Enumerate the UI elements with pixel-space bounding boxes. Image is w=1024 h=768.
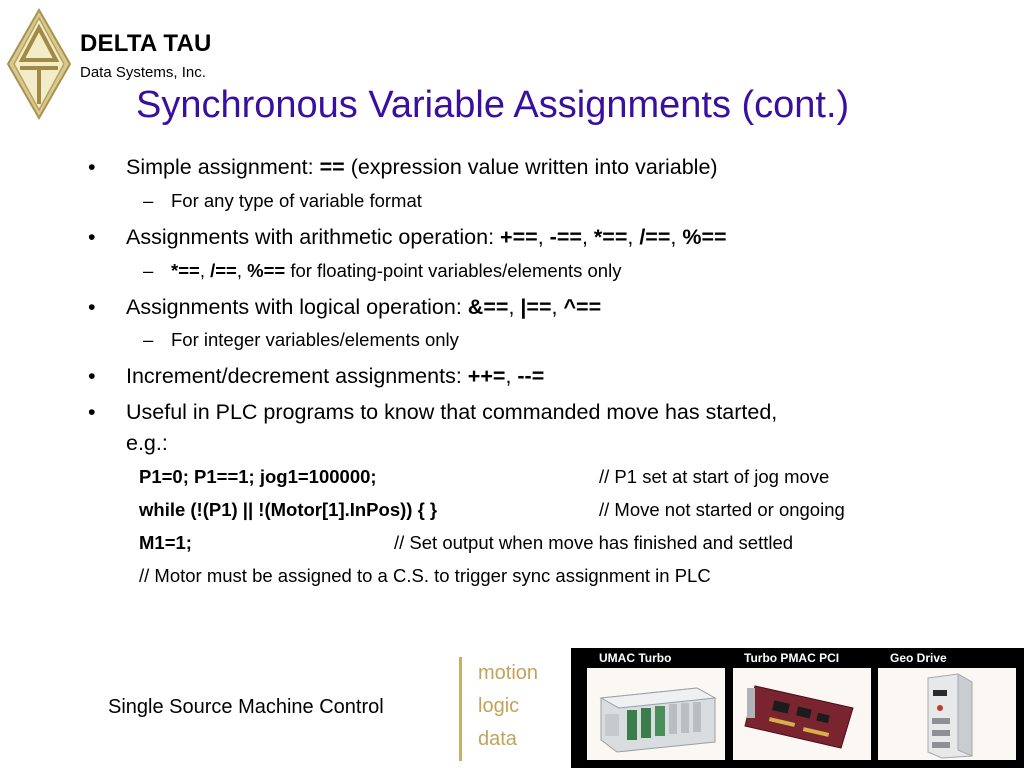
code-statement: P1=0; P1==1; jog1=100000; bbox=[139, 466, 377, 487]
bullet-marker: • bbox=[88, 155, 96, 179]
bullet-simple-assignment: Simple assignment: == (expression value written into variable) bbox=[126, 155, 718, 179]
bullet-marker: • bbox=[88, 295, 96, 319]
bullet-plc-usage-line1: Useful in PLC programs to know that commanded move has started, bbox=[126, 400, 778, 424]
sub-bullet-marker: – bbox=[143, 260, 154, 281]
footer-divider bbox=[459, 657, 462, 761]
sub-bullet-marker: – bbox=[143, 329, 154, 350]
product-label-pmac-pci: Turbo PMAC PCI bbox=[744, 651, 840, 665]
bullet-plc-usage-line2: e.g.: bbox=[126, 431, 168, 455]
product-band bbox=[571, 648, 1024, 768]
geo-drive-photo bbox=[878, 668, 1016, 760]
product-label-umac: UMAC Turbo bbox=[599, 651, 672, 665]
brand-subtitle: Data Systems, Inc. bbox=[80, 64, 206, 81]
code-comment: // P1 set at start of jog move bbox=[599, 466, 830, 487]
umac-turbo-photo bbox=[587, 668, 725, 760]
footer-tagline: Single Source Machine Control bbox=[108, 696, 384, 718]
slide-title: Synchronous Variable Assignments (cont.) bbox=[136, 84, 850, 126]
turbo-pmac-pci-photo bbox=[733, 668, 871, 760]
bullet-marker: • bbox=[88, 400, 96, 424]
footer-word-motion: motion bbox=[478, 662, 539, 684]
footer-word-data: data bbox=[478, 728, 517, 750]
bullet-logical-assignments: Assignments with logical operation: &==, |==, ^== bbox=[126, 295, 602, 319]
bullet-increment-decrement: Increment/decrement assignments: ++=, --= bbox=[126, 364, 545, 388]
code-statement: while (!(P1) || !(Motor[1].InPos)) { } bbox=[139, 499, 438, 520]
code-comment: // Set output when move has finished and settled bbox=[394, 532, 794, 553]
footer-word-logic: logic bbox=[478, 695, 520, 717]
code-comment: // Move not started or ongoing bbox=[599, 499, 845, 520]
product-label-geo-drive: Geo Drive bbox=[890, 651, 947, 665]
brand-name: DELTA TAU bbox=[80, 30, 212, 57]
code-statement: M1=1; bbox=[139, 532, 192, 553]
code-comment: // Motor must be assigned to a C.S. to trigger sync assignment in PLC bbox=[139, 565, 711, 586]
bullet-marker: • bbox=[88, 225, 96, 249]
sub-bullet-marker: – bbox=[143, 190, 154, 211]
sub-bullet-floating-point: *==, /==, %== for floating-point variables/elements only bbox=[171, 260, 622, 281]
bullet-marker: • bbox=[88, 364, 96, 388]
bullet-arithmetic-assignments: Assignments with arithmetic operation: +==, -==, *==, /==, %== bbox=[126, 225, 727, 249]
delta-tau-logo-icon bbox=[6, 8, 72, 120]
sub-bullet-any-format: For any type of variable format bbox=[171, 190, 422, 211]
sub-bullet-integer-only: For integer variables/elements only bbox=[171, 329, 459, 350]
